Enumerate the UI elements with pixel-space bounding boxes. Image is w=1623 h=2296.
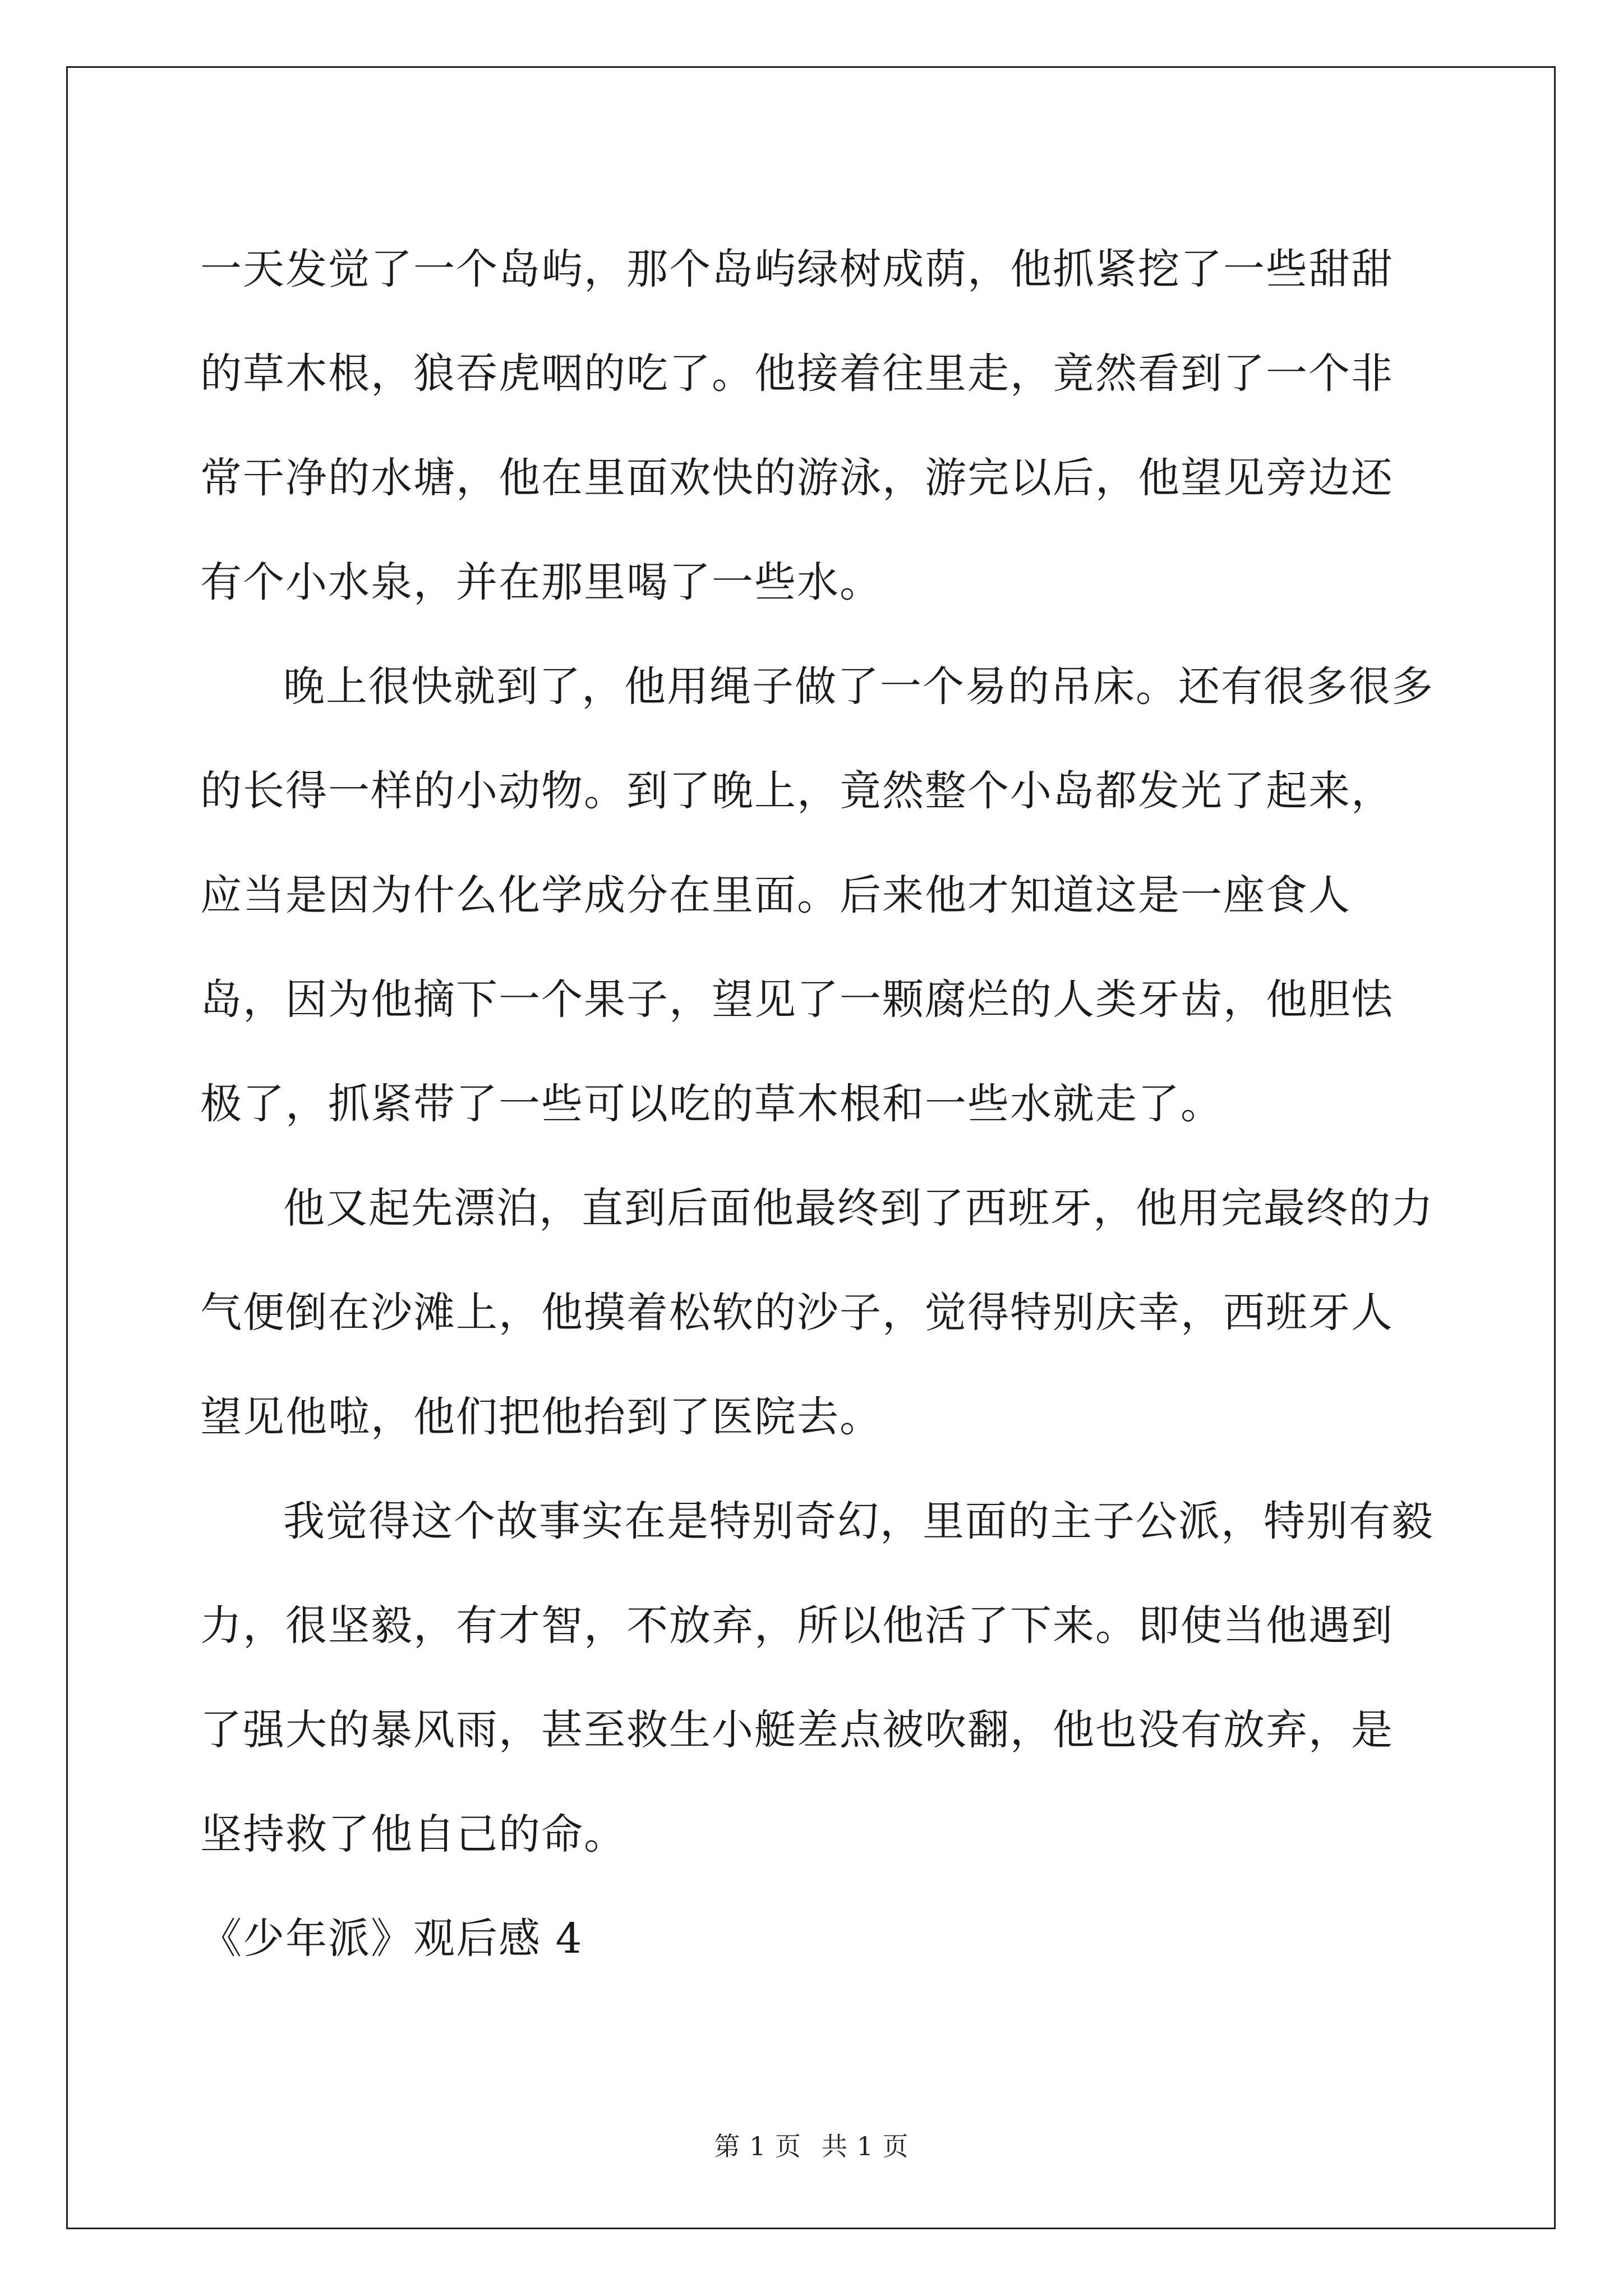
page-number: 第 1 页 xyxy=(714,2131,801,2161)
paragraph-2: 晚上很快就到了，他用绳子做了一个易的吊床。还有很多很多的长得一样的小动物。到了晚上，竟然整个小岛都发光了起来，应当是因为什么化学成分在里面。后来他才知道这是一座食人岛，因为他摘下一个果子，望见了一颗腐烂的人类牙齿，他胆怯 极了，抓紧带了一些可以吃的草木根和一些水就走了。 xyxy=(200,662,1434,1128)
paragraph-3: 他又起先漂泊，直到后面他最终到了西班牙，他用完最终的力气便倒在沙滩上，他摸着松软的沙子，觉得特别庆幸，西班牙人望见他啦，他们把他抬到了医院去。 xyxy=(200,1184,1434,1441)
section-heading: 《少年派》观后感 4 xyxy=(200,1915,583,1963)
document-body xyxy=(200,217,1434,1991)
paragraph-1: 一天发觉了一个岛屿，那个岛屿绿树成荫，他抓紧挖了一些甜甜的草木根，狼吞虎咽的吃了。他接着往里走，竟然看到了一个非常干净的水塘，他在里面欢快的游泳，游完以后，他望见旁边还有个小水泉，并在那里喝了一些水。 xyxy=(200,245,1394,606)
page-total: 共 1 页 xyxy=(822,2131,909,2161)
page-footer xyxy=(0,2126,1623,2163)
paragraph-4: 我觉得这个故事实在是特别奇幻，里面的主子公派，特别有毅力，很坚毅，有才智，不放弃，所以他活了下来。即使当他遇到了强大的暴风雨，甚至救生小艇差点被吹翻，他也没有放弃，是坚持救了他自己的命。 xyxy=(200,1497,1434,1858)
